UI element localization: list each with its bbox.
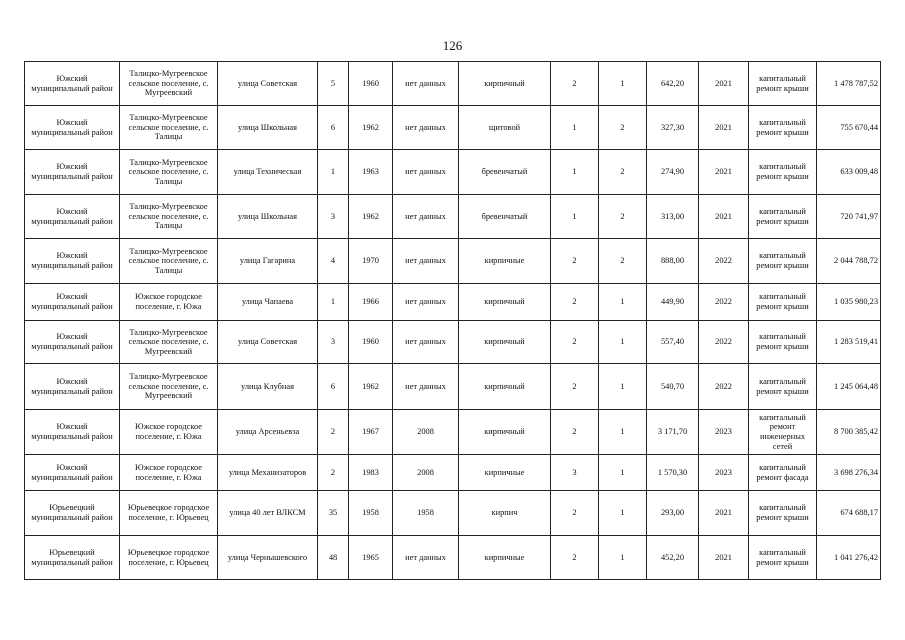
table-row bbox=[25, 239, 881, 284]
overhaul-year-cell: нет данных bbox=[393, 106, 459, 150]
build-year-cell: 1960 bbox=[349, 321, 393, 364]
entrances-cell: 2 bbox=[599, 239, 647, 284]
entrances-cell: 2 bbox=[599, 106, 647, 150]
entrances-cell: 1 bbox=[599, 321, 647, 364]
street-cell: улица 40 лет ВЛКСМ bbox=[218, 491, 318, 536]
street-cell: улица Гагарина bbox=[218, 239, 318, 284]
page-number: 126 bbox=[442, 38, 463, 53]
work-type-cell: капитальный ремонт крыши bbox=[749, 195, 817, 239]
cost-cell: 3 698 276,34 bbox=[817, 455, 881, 491]
settlement-cell: Талицко-Мугреевское сельское поселение, с. Талицы bbox=[120, 106, 218, 150]
entrances-cell: 1 bbox=[599, 491, 647, 536]
work-type-cell: капитальный ремонт крыши bbox=[749, 491, 817, 536]
house-number-cell: 6 bbox=[318, 106, 349, 150]
plan-year-cell: 2022 bbox=[699, 284, 749, 321]
house-number-cell: 3 bbox=[318, 321, 349, 364]
house-number-cell: 2 bbox=[318, 455, 349, 491]
street-cell: улица Арсеньевза bbox=[218, 410, 318, 455]
settlement-cell: Талицко-Мугреевское сельское поселение, с. Мугреевский bbox=[120, 62, 218, 106]
municipal-district-cell: Южский муниципальный район bbox=[25, 106, 120, 150]
work-type-cell: капитальный ремонт крыши bbox=[749, 106, 817, 150]
table-row bbox=[25, 455, 881, 491]
house-number-cell: 2 bbox=[318, 410, 349, 455]
plan-year-cell: 2021 bbox=[699, 536, 749, 580]
entrances-cell: 1 bbox=[599, 536, 647, 580]
overhaul-year-cell: нет данных bbox=[393, 150, 459, 195]
floors-cell: 1 bbox=[551, 106, 599, 150]
wall-material-cell: кирпичные bbox=[459, 239, 551, 284]
floors-cell: 1 bbox=[551, 150, 599, 195]
work-type-cell: капитальный ремонт крыши bbox=[749, 364, 817, 410]
area-cell: 557,40 bbox=[647, 321, 699, 364]
plan-year-cell: 2021 bbox=[699, 150, 749, 195]
street-cell: улица Техническая bbox=[218, 150, 318, 195]
wall-material-cell: бревенчатый bbox=[459, 195, 551, 239]
work-type-cell: капитальный ремонт крыши bbox=[749, 284, 817, 321]
house-number-cell: 5 bbox=[318, 62, 349, 106]
municipal-district-cell: Южский муниципальный район bbox=[25, 62, 120, 106]
settlement-cell: Талицко-Мугреевское сельское поселение, с. Мугреевский bbox=[120, 364, 218, 410]
plan-year-cell: 2021 bbox=[699, 491, 749, 536]
area-cell: 642,20 bbox=[647, 62, 699, 106]
street-cell: улица Школьная bbox=[218, 106, 318, 150]
plan-year-cell: 2021 bbox=[699, 195, 749, 239]
street-cell: улица Чернышевского bbox=[218, 536, 318, 580]
floors-cell: 2 bbox=[551, 62, 599, 106]
settlement-cell: Южское городское поселение, г. Южа bbox=[120, 410, 218, 455]
plan-year-cell: 2022 bbox=[699, 321, 749, 364]
street-cell: улица Советская bbox=[218, 321, 318, 364]
build-year-cell: 1958 bbox=[349, 491, 393, 536]
entrances-cell: 1 bbox=[599, 284, 647, 321]
entrances-cell: 1 bbox=[599, 410, 647, 455]
municipal-district-cell: Южский муниципальный район bbox=[25, 364, 120, 410]
floors-cell: 1 bbox=[551, 195, 599, 239]
settlement-cell: Талицко-Мугреевское сельское поселение, с. Талицы bbox=[120, 195, 218, 239]
area-cell: 888,00 bbox=[647, 239, 699, 284]
area-cell: 1 570,30 bbox=[647, 455, 699, 491]
overhaul-year-cell: 2008 bbox=[393, 410, 459, 455]
wall-material-cell: кирпич bbox=[459, 491, 551, 536]
house-number-cell: 6 bbox=[318, 364, 349, 410]
cost-cell: 1 035 980,23 bbox=[817, 284, 881, 321]
wall-material-cell: кирпичные bbox=[459, 455, 551, 491]
floors-cell: 2 bbox=[551, 410, 599, 455]
settlement-cell: Южское городское поселение, г. Южа bbox=[120, 455, 218, 491]
entrances-cell: 2 bbox=[599, 195, 647, 239]
overhaul-year-cell: нет данных bbox=[393, 239, 459, 284]
wall-material-cell: кирпичный bbox=[459, 284, 551, 321]
wall-material-cell: кирпичный bbox=[459, 62, 551, 106]
floors-cell: 2 bbox=[551, 321, 599, 364]
table-row bbox=[25, 491, 881, 536]
cost-cell: 633 009,48 bbox=[817, 150, 881, 195]
cost-cell: 755 670,44 bbox=[817, 106, 881, 150]
work-type-cell: капитальный ремонт крыши bbox=[749, 150, 817, 195]
area-cell: 452,20 bbox=[647, 536, 699, 580]
work-type-cell: капитальный ремонт крыши bbox=[749, 239, 817, 284]
build-year-cell: 1963 bbox=[349, 150, 393, 195]
street-cell: улица Советская bbox=[218, 62, 318, 106]
overhaul-year-cell: нет данных bbox=[393, 536, 459, 580]
floors-cell: 2 bbox=[551, 239, 599, 284]
build-year-cell: 1967 bbox=[349, 410, 393, 455]
floors-cell: 2 bbox=[551, 536, 599, 580]
entrances-cell: 1 bbox=[599, 62, 647, 106]
settlement-cell: Юрьевецкое городское поселение, г. Юрьевец bbox=[120, 491, 218, 536]
build-year-cell: 1970 bbox=[349, 239, 393, 284]
overhaul-year-cell: 1958 bbox=[393, 491, 459, 536]
municipal-district-cell: Южский муниципальный район bbox=[25, 321, 120, 364]
plan-year-cell: 2021 bbox=[699, 106, 749, 150]
floors-cell: 2 bbox=[551, 284, 599, 321]
settlement-cell: Талицко-Мугреевское сельское поселение, с. Талицы bbox=[120, 150, 218, 195]
overhaul-year-cell: нет данных bbox=[393, 62, 459, 106]
settlement-cell: Юрьевецкое городское поселение, г. Юрьевец bbox=[120, 536, 218, 580]
cost-cell: 1 478 787,52 bbox=[817, 62, 881, 106]
area-cell: 327,30 bbox=[647, 106, 699, 150]
wall-material-cell: щитовой bbox=[459, 106, 551, 150]
cost-cell: 674 688,17 bbox=[817, 491, 881, 536]
table-row bbox=[25, 106, 881, 150]
wall-material-cell: кирпичные bbox=[459, 536, 551, 580]
plan-year-cell: 2021 bbox=[699, 62, 749, 106]
cost-cell: 1 283 519,41 bbox=[817, 321, 881, 364]
work-type-cell: капитальный ремонт инженерных сетей bbox=[749, 410, 817, 455]
municipal-district-cell: Южский муниципальный район bbox=[25, 195, 120, 239]
entrances-cell: 1 bbox=[599, 455, 647, 491]
plan-year-cell: 2022 bbox=[699, 364, 749, 410]
house-number-cell: 48 bbox=[318, 536, 349, 580]
area-cell: 449,90 bbox=[647, 284, 699, 321]
build-year-cell: 1962 bbox=[349, 364, 393, 410]
overhaul-year-cell: 2008 bbox=[393, 455, 459, 491]
build-year-cell: 1962 bbox=[349, 195, 393, 239]
plan-year-cell: 2023 bbox=[699, 410, 749, 455]
area-cell: 540,70 bbox=[647, 364, 699, 410]
entrances-cell: 2 bbox=[599, 150, 647, 195]
table-row bbox=[25, 284, 881, 321]
cost-cell: 2 044 788,72 bbox=[817, 239, 881, 284]
entrances-cell: 1 bbox=[599, 364, 647, 410]
table-row bbox=[25, 321, 881, 364]
build-year-cell: 1960 bbox=[349, 62, 393, 106]
house-number-cell: 4 bbox=[318, 239, 349, 284]
area-cell: 313,00 bbox=[647, 195, 699, 239]
table-row bbox=[25, 536, 881, 580]
municipal-district-cell: Южский муниципальный район bbox=[25, 410, 120, 455]
settlement-cell: Южское городское поселение, г. Южа bbox=[120, 284, 218, 321]
table-row bbox=[25, 195, 881, 239]
municipal-district-cell: Южский муниципальный район bbox=[25, 284, 120, 321]
house-number-cell: 3 bbox=[318, 195, 349, 239]
floors-cell: 2 bbox=[551, 491, 599, 536]
cost-cell: 8 700 385,42 bbox=[817, 410, 881, 455]
street-cell: улица Школьная bbox=[218, 195, 318, 239]
overhaul-year-cell: нет данных bbox=[393, 284, 459, 321]
wall-material-cell: кирпичный bbox=[459, 364, 551, 410]
settlement-cell: Талицко-Мугреевское сельское поселение, с. Талицы bbox=[120, 239, 218, 284]
area-cell: 274,90 bbox=[647, 150, 699, 195]
house-number-cell: 1 bbox=[318, 284, 349, 321]
house-number-cell: 35 bbox=[318, 491, 349, 536]
work-type-cell: капитальный ремонт фасада bbox=[749, 455, 817, 491]
table-row bbox=[25, 410, 881, 455]
floors-cell: 2 bbox=[551, 364, 599, 410]
build-year-cell: 1983 bbox=[349, 455, 393, 491]
wall-material-cell: бревенчатый bbox=[459, 150, 551, 195]
table-row bbox=[25, 150, 881, 195]
build-year-cell: 1962 bbox=[349, 106, 393, 150]
build-year-cell: 1966 bbox=[349, 284, 393, 321]
overhaul-year-cell: нет данных bbox=[393, 195, 459, 239]
settlement-cell: Талицко-Мугреевское сельское поселение, с. Мугреевский bbox=[120, 321, 218, 364]
table-row bbox=[25, 364, 881, 410]
street-cell: улица Чапаева bbox=[218, 284, 318, 321]
municipal-district-cell: Юрьевецкий муниципальный район bbox=[25, 536, 120, 580]
municipal-district-cell: Южский муниципальный район bbox=[25, 455, 120, 491]
wall-material-cell: кирпичный bbox=[459, 410, 551, 455]
work-type-cell: капитальный ремонт крыши bbox=[749, 62, 817, 106]
work-type-cell: капитальный ремонт крыши bbox=[749, 321, 817, 364]
cost-cell: 720 741,97 bbox=[817, 195, 881, 239]
municipal-district-cell: Южский муниципальный район bbox=[25, 150, 120, 195]
street-cell: улица Клубная bbox=[218, 364, 318, 410]
wall-material-cell: кирпичный bbox=[459, 321, 551, 364]
plan-year-cell: 2023 bbox=[699, 455, 749, 491]
municipal-district-cell: Южский муниципальный район bbox=[25, 239, 120, 284]
work-type-cell: капитальный ремонт крыши bbox=[749, 536, 817, 580]
area-cell: 293,00 bbox=[647, 491, 699, 536]
municipal-district-cell: Юрьевецкий муниципальный район bbox=[25, 491, 120, 536]
housing-repair-table bbox=[24, 61, 881, 580]
cost-cell: 1 041 276,42 bbox=[817, 536, 881, 580]
overhaul-year-cell: нет данных bbox=[393, 364, 459, 410]
area-cell: 3 171,70 bbox=[647, 410, 699, 455]
table-row bbox=[25, 62, 881, 106]
build-year-cell: 1965 bbox=[349, 536, 393, 580]
cost-cell: 1 245 064,48 bbox=[817, 364, 881, 410]
house-number-cell: 1 bbox=[318, 150, 349, 195]
plan-year-cell: 2022 bbox=[699, 239, 749, 284]
floors-cell: 3 bbox=[551, 455, 599, 491]
street-cell: улица Механизаторов bbox=[218, 455, 318, 491]
overhaul-year-cell: нет данных bbox=[393, 321, 459, 364]
